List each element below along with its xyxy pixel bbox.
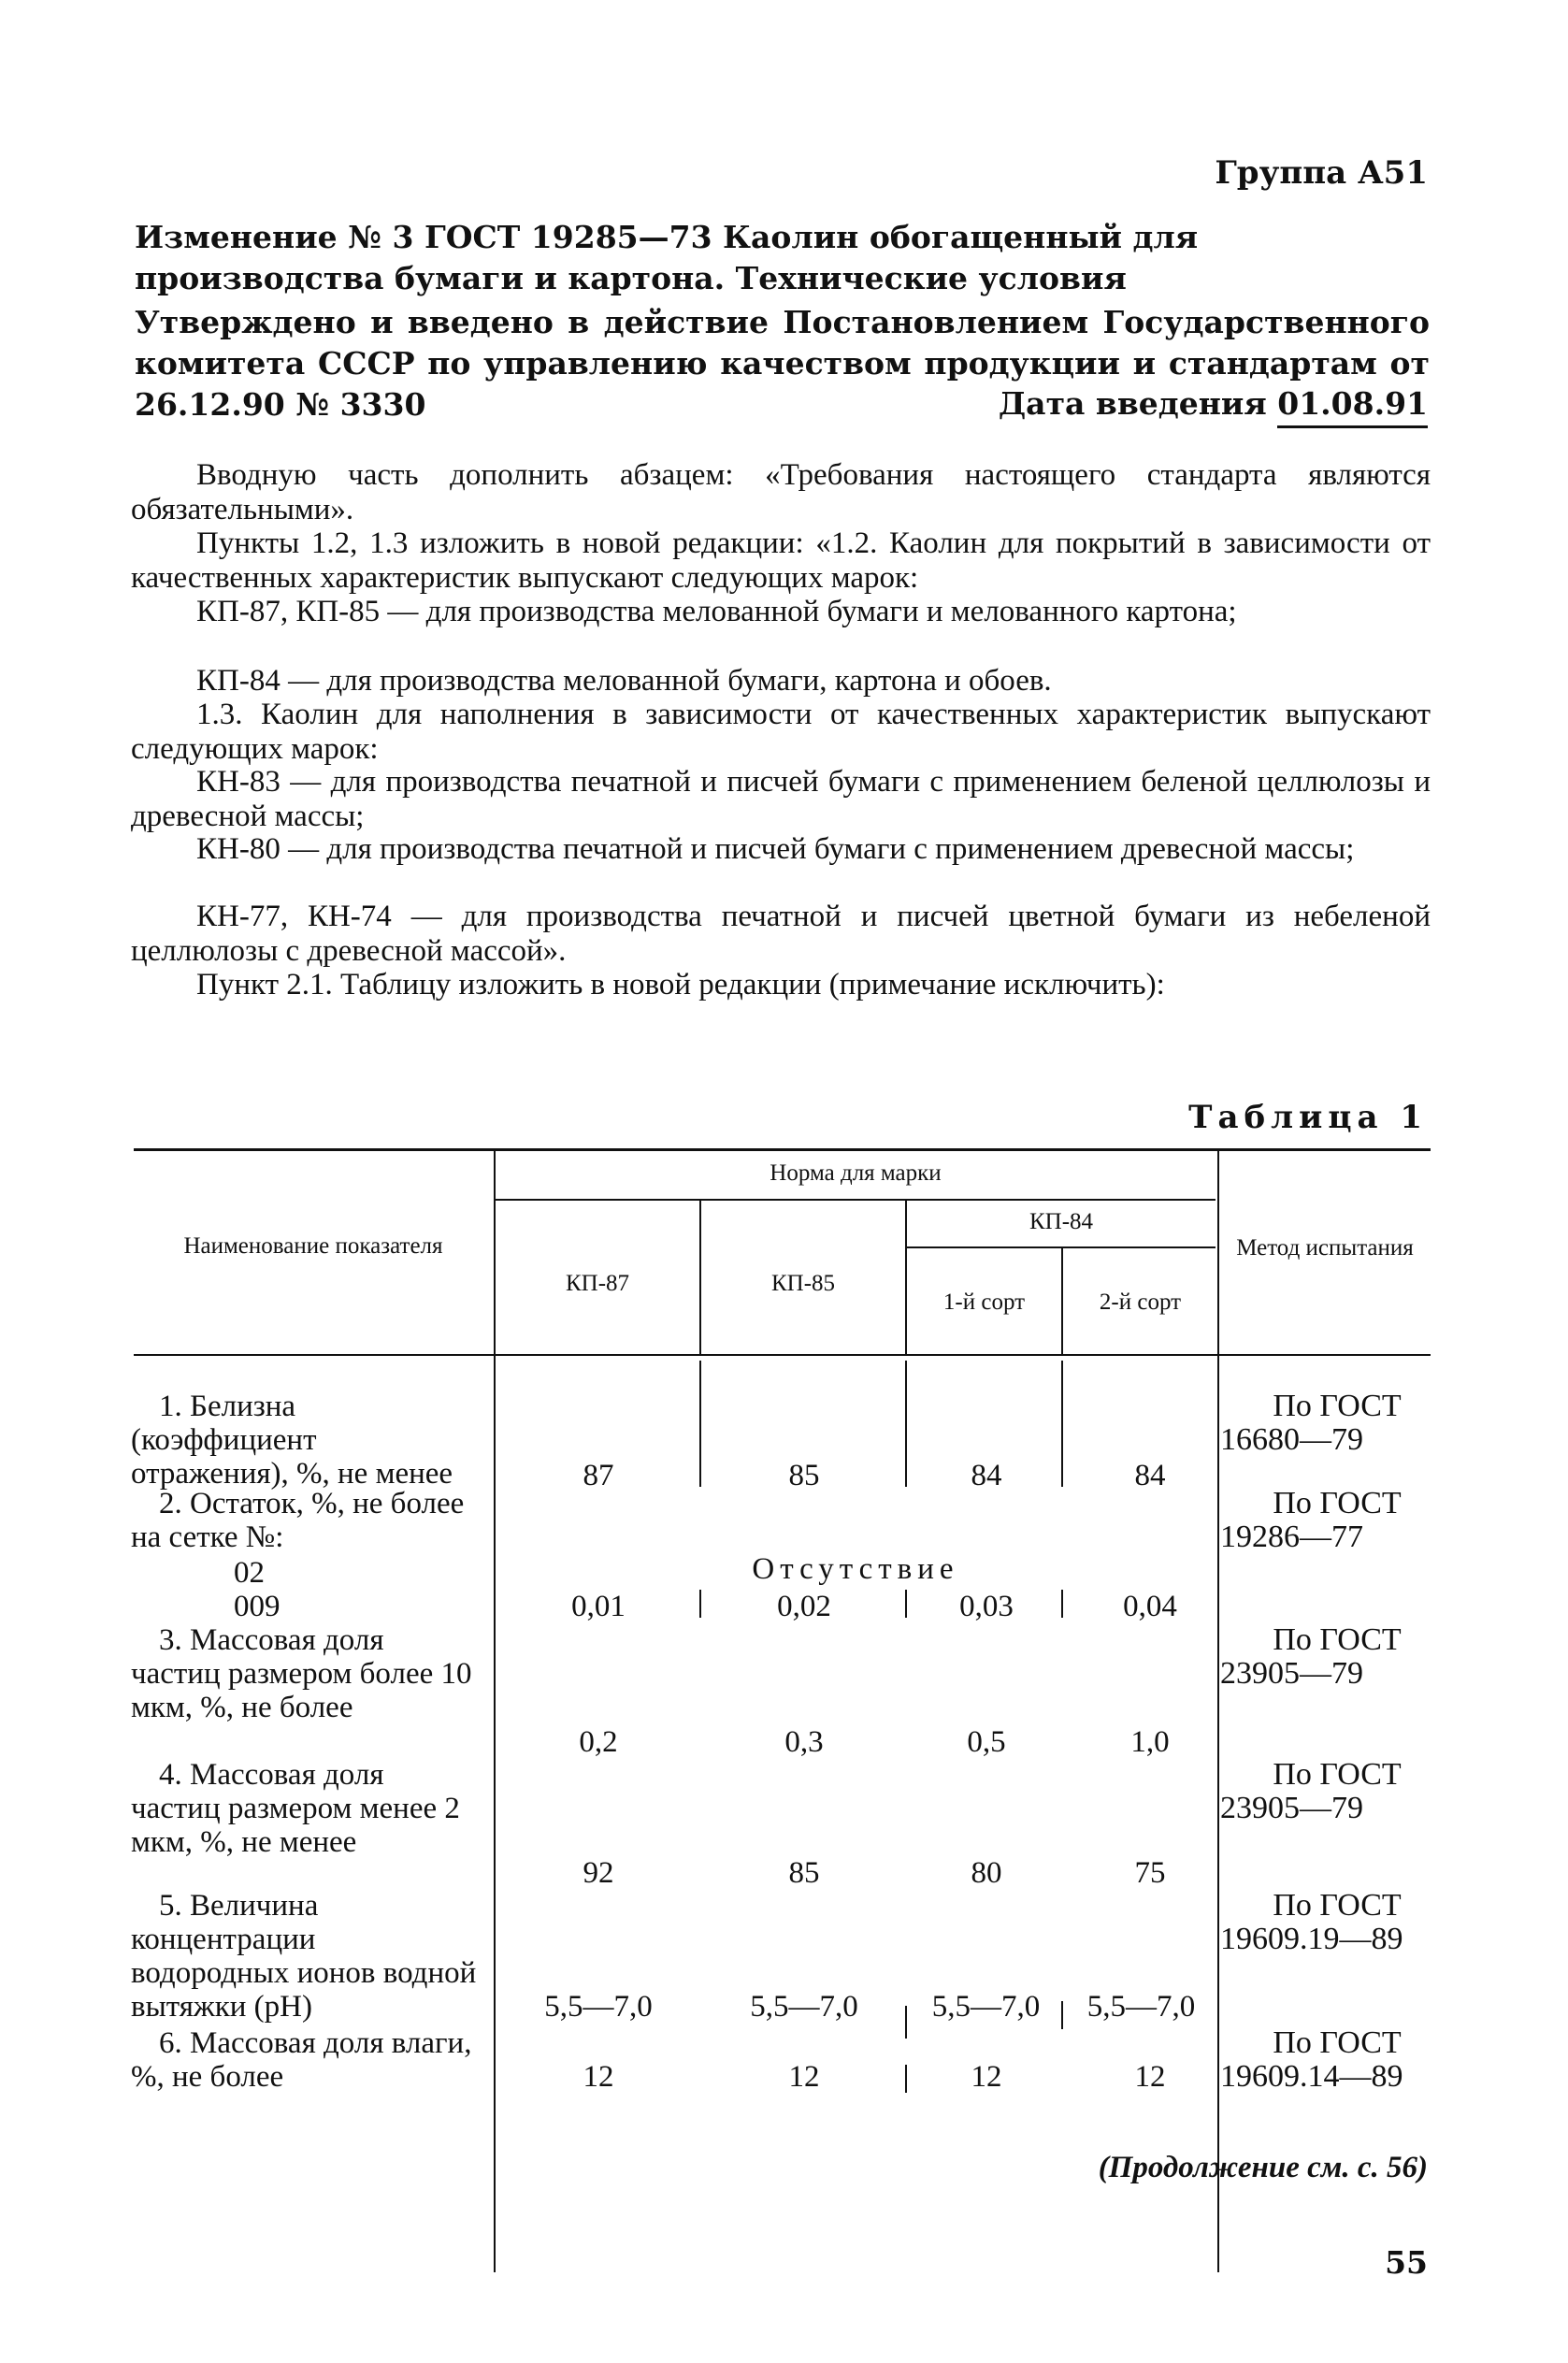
group-label: Группа А51: [1215, 154, 1428, 192]
method-label: По ГОСТ: [1273, 1389, 1402, 1423]
header-kp84: КП-84: [1029, 1209, 1094, 1234]
introduction-date: [999, 385, 1428, 422]
table-caption: Таблица 1: [1188, 1099, 1428, 1136]
header-sort1: 1-й сорт: [942, 1290, 1026, 1315]
sieve-02: 02: [234, 1556, 265, 1590]
row-4-method: [1220, 1758, 1435, 1825]
method-label: По ГОСТ: [1273, 1888, 1402, 1923]
col-divider-5: [1217, 1150, 1219, 2272]
row-3-kp87: 0,2: [579, 1725, 618, 1759]
header-sort2: 2-й сорт: [1099, 1290, 1182, 1315]
row-1-kp85: 85: [788, 1459, 820, 1492]
row-6-sort1: 12: [971, 2060, 1002, 2094]
row-4-sort2: 75: [1134, 1856, 1166, 1890]
method-label: По ГОСТ: [1273, 1757, 1402, 1792]
row-6-name: 6. Массовая доля влаги, %, не более: [131, 2026, 472, 2094]
row-5-name: 5. Величина концентрации водородных ионов водной вытяжки (pH): [131, 1889, 477, 2024]
paragraph-kn77: КН-77, КН-74 — для производства печатной и писчей цветной бумаги из небеленой целлюлозы с древесной массой».: [131, 900, 1431, 968]
rule-seg: [699, 1590, 701, 1618]
paragraph-kp87: КП-87, КП-85 — для производства мелованной бумаги и мелованного картона;: [196, 595, 1237, 628]
row-6-method: [1220, 2026, 1435, 2094]
date-label: Дата введения: [998, 385, 1267, 422]
rule-seg: [905, 2006, 907, 2039]
method-label: По ГОСТ: [1273, 2025, 1402, 2060]
row-1-method: [1220, 1390, 1435, 1457]
method-standard: 23905—79: [1220, 1791, 1363, 1825]
amendment-title: Изменение № 3 ГОСТ 19285—73 Каолин обогащенный для производства бумаги и картона. Технические условия: [135, 219, 1199, 296]
paragraph-kn80: КН-80 — для производства печатной и писчей бумаги с применением древесной массы;: [196, 832, 1355, 866]
rule-seg: [905, 1590, 907, 1618]
rule-seg: [905, 2065, 907, 2093]
row-2-kp85: 0,02: [777, 1590, 831, 1623]
method-standard: 19286—77: [1220, 1520, 1363, 1554]
continuation-note: (Продолжение см. с. 56): [1098, 2151, 1428, 2184]
rule-seg: [699, 1361, 701, 1487]
table-header-rule: [134, 1354, 1431, 1356]
row-4-name: 4. Массовая доля частиц размером менее 2 мкм, %, не менее: [131, 1758, 460, 1859]
method-standard: 16680—79: [1220, 1422, 1363, 1457]
row-6-kp85: 12: [788, 2060, 820, 2094]
header-name: Наименование показателя: [183, 1233, 443, 1259]
paragraph-kp84: КП-84 — для производства мелованной бумаги, картона и обоев.: [196, 664, 1052, 698]
row-4-kp87: 92: [583, 1856, 614, 1890]
sieve-009: 009: [234, 1590, 281, 1623]
col-divider-1: [494, 1150, 496, 2272]
row-3-name: 3. Массовая доля частиц размером более 10 мкм, %, не более: [131, 1623, 472, 1724]
row-3-method: [1220, 1623, 1435, 1691]
date-value: 01.08.91: [1277, 385, 1428, 428]
method-standard: 19609.14—89: [1220, 2059, 1403, 2094]
row-2-sort2: 0,04: [1123, 1590, 1177, 1623]
rule-seg: [1061, 1361, 1063, 1487]
header-kp85: КП-85: [770, 1271, 836, 1296]
row-5-sort2: 5,5—7,0: [1086, 1990, 1196, 2024]
row-1-kp87: 87: [583, 1459, 614, 1492]
method-label: По ГОСТ: [1273, 1622, 1402, 1657]
row-1-name: 1. Белизна (коэффициент отражения), %, не менее: [131, 1390, 453, 1491]
norm-rule: [496, 1199, 1216, 1201]
table-top-rule: [134, 1148, 1431, 1151]
header-kp87: КП-87: [565, 1271, 630, 1296]
paragraph-21: Пункт 2.1. Таблицу изложить в новой редакции (примечание исключить):: [196, 968, 1165, 1001]
row-5-method: [1220, 1889, 1435, 1956]
row-2-method: [1220, 1487, 1435, 1554]
page-number: 55: [1385, 2244, 1428, 2281]
paragraph-kn83: КН-83 — для производства печатной и писчей бумаги с применением беленой целлюлозы и древесной массы;: [131, 765, 1431, 833]
row-1-sort2: 84: [1134, 1459, 1166, 1492]
row-1-sort1: 84: [971, 1459, 1002, 1492]
row-5-kp85: 5,5—7,0: [750, 1990, 858, 2024]
row-5-kp87: 5,5—7,0: [544, 1990, 653, 2024]
header-method: Метод испытания: [1236, 1235, 1414, 1261]
header-norm: Норма для марки: [770, 1160, 942, 1186]
row-2-sort1: 0,03: [959, 1590, 1014, 1623]
paragraph-intro: Вводную часть дополнить абзацем: «Требования настоящего стандарта являются обязательными».: [131, 458, 1431, 526]
paragraph-13: 1.3. Каолин для наполнения в зависимости от качественных характеристик выпускают следующих марок:: [131, 698, 1431, 766]
rule-seg: [905, 1361, 907, 1487]
row-5-sort1: 5,5—7,0: [931, 1990, 1041, 2024]
row-4-sort1: 80: [971, 1856, 1002, 1890]
row-3-sort1: 0,5: [967, 1725, 1006, 1759]
row-6-kp87: 12: [583, 2060, 614, 2094]
method-label: По ГОСТ: [1273, 1486, 1402, 1520]
row-4-kp85: 85: [788, 1856, 820, 1890]
method-standard: 23905—79: [1220, 1656, 1363, 1691]
row-3-kp85: 0,3: [784, 1725, 824, 1759]
approval-statement: Утверждено и введено в действие Постановлением Государственного комитета СССР по управлению качеством продукции и стандартам от 26.12.90 № 3330: [135, 304, 1430, 423]
absent-note: Отсутствие: [752, 1552, 959, 1586]
paragraph-items: Пункты 1.2, 1.3 изложить в новой редакции: «1.2. Каолин для покрытий в зависимости от качественных характеристик выпускают следующих марок:: [131, 526, 1431, 595]
row-6-sort2: 12: [1134, 2060, 1166, 2094]
row-2-name: 2. Остаток, %, не более на сетке №:: [131, 1487, 465, 1554]
row-3-sort2: 1,0: [1130, 1725, 1170, 1759]
row-2-kp87: 0,01: [571, 1590, 626, 1623]
method-standard: 19609.19—89: [1220, 1922, 1403, 1956]
rule-seg: [1061, 1590, 1063, 1618]
